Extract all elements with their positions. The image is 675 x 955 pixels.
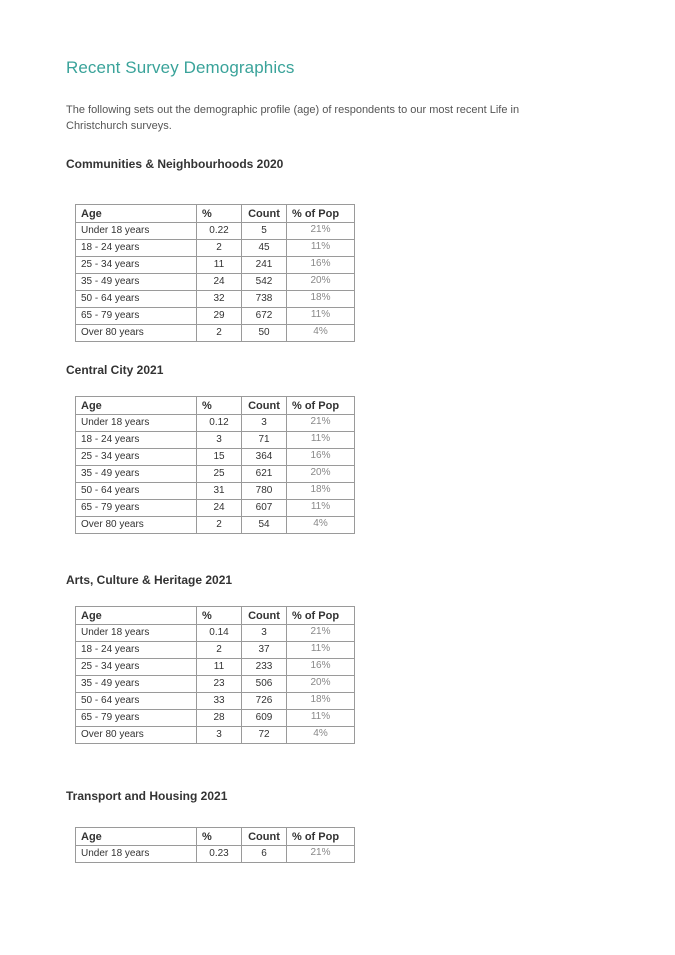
age-cell: Under 18 years	[76, 223, 197, 240]
column-header-pop: % of Pop	[287, 607, 355, 625]
percent-cell: 0.14	[197, 625, 242, 642]
pop-cell: 21%	[287, 223, 355, 240]
percent-cell: 2	[197, 240, 242, 257]
count-cell: 621	[242, 466, 287, 483]
survey-table-transport-housing	[75, 827, 355, 863]
table-row	[76, 466, 355, 483]
count-cell: 45	[242, 240, 287, 257]
pop-cell: 20%	[287, 466, 355, 483]
percent-cell: 2	[197, 325, 242, 342]
age-cell: 18 - 24 years	[76, 432, 197, 449]
column-header-percent: %	[197, 397, 242, 415]
table-row	[76, 325, 355, 342]
percent-cell: 15	[197, 449, 242, 466]
count-cell: 72	[242, 727, 287, 744]
table-row	[76, 500, 355, 517]
page-title: Recent Survey Demographics	[66, 58, 295, 77]
table-row	[76, 257, 355, 274]
age-cell: 65 - 79 years	[76, 500, 197, 517]
pop-cell: 11%	[287, 500, 355, 517]
percent-cell: 23	[197, 676, 242, 693]
age-cell: Over 80 years	[76, 517, 197, 534]
age-cell: 50 - 64 years	[76, 693, 197, 710]
table-row	[76, 517, 355, 534]
table-row	[76, 642, 355, 659]
age-cell: 18 - 24 years	[76, 240, 197, 257]
column-header-age: Age	[76, 205, 197, 223]
count-cell: 607	[242, 500, 287, 517]
pop-cell: 18%	[287, 693, 355, 710]
section-heading-arts-culture: Arts, Culture & Heritage 2021	[66, 573, 233, 587]
column-header-count: Count	[242, 205, 287, 223]
pop-cell: 4%	[287, 517, 355, 534]
age-cell: 65 - 79 years	[76, 710, 197, 727]
count-cell: 6	[242, 846, 287, 863]
table-row	[76, 483, 355, 500]
survey-table-communities	[75, 204, 355, 342]
count-cell: 780	[242, 483, 287, 500]
percent-cell: 32	[197, 291, 242, 308]
pop-cell: 4%	[287, 727, 355, 744]
age-cell: Under 18 years	[76, 846, 197, 863]
pop-cell: 21%	[287, 415, 355, 432]
intro-paragraph: The following sets out the demographic profile (age) of respondents to our most recent Life in Christchurch surveys.	[66, 104, 520, 132]
column-header-pop: % of Pop	[287, 205, 355, 223]
table-row	[76, 659, 355, 676]
column-header-count: Count	[242, 397, 287, 415]
table-header-row	[76, 397, 355, 415]
count-cell: 3	[242, 415, 287, 432]
pop-cell: 21%	[287, 625, 355, 642]
column-header-age: Age	[76, 397, 197, 415]
section-heading-transport-housing: Transport and Housing 2021	[66, 789, 228, 803]
percent-cell: 0.22	[197, 223, 242, 240]
pop-cell: 20%	[287, 274, 355, 291]
pop-cell: 11%	[287, 642, 355, 659]
age-cell: 25 - 34 years	[76, 449, 197, 466]
age-cell: 50 - 64 years	[76, 483, 197, 500]
table-row	[76, 676, 355, 693]
pop-cell: 20%	[287, 676, 355, 693]
column-header-pop: % of Pop	[287, 828, 355, 846]
count-cell: 5	[242, 223, 287, 240]
pop-cell: 11%	[287, 432, 355, 449]
pop-cell: 21%	[287, 846, 355, 863]
percent-cell: 3	[197, 432, 242, 449]
count-cell: 364	[242, 449, 287, 466]
age-cell: 35 - 49 years	[76, 466, 197, 483]
percent-cell: 25	[197, 466, 242, 483]
pop-cell: 11%	[287, 710, 355, 727]
table-row	[76, 449, 355, 466]
column-header-age: Age	[76, 828, 197, 846]
count-cell: 609	[242, 710, 287, 727]
age-cell: 25 - 34 years	[76, 257, 197, 274]
count-cell: 50	[242, 325, 287, 342]
table-row	[76, 625, 355, 642]
column-header-age: Age	[76, 607, 197, 625]
age-cell: 18 - 24 years	[76, 642, 197, 659]
count-cell: 672	[242, 308, 287, 325]
pop-cell: 18%	[287, 483, 355, 500]
percent-cell: 2	[197, 517, 242, 534]
table-row	[76, 240, 355, 257]
table-row	[76, 693, 355, 710]
percent-cell: 0.12	[197, 415, 242, 432]
section-heading-communities: Communities & Neighbourhoods 2020	[66, 157, 284, 171]
pop-cell: 11%	[287, 240, 355, 257]
pop-cell: 18%	[287, 291, 355, 308]
column-header-percent: %	[197, 205, 242, 223]
age-cell: Over 80 years	[76, 727, 197, 744]
column-header-count: Count	[242, 828, 287, 846]
count-cell: 726	[242, 693, 287, 710]
table-row	[76, 223, 355, 240]
age-cell: Under 18 years	[76, 415, 197, 432]
age-cell: 25 - 34 years	[76, 659, 197, 676]
count-cell: 506	[242, 676, 287, 693]
age-cell: Over 80 years	[76, 325, 197, 342]
table-header-row	[76, 828, 355, 846]
count-cell: 3	[242, 625, 287, 642]
survey-table-central-city	[75, 396, 355, 534]
count-cell: 37	[242, 642, 287, 659]
section-heading-central-city: Central City 2021	[66, 363, 164, 377]
table-row	[76, 727, 355, 744]
percent-cell: 2	[197, 642, 242, 659]
age-cell: 35 - 49 years	[76, 676, 197, 693]
column-header-percent: %	[197, 607, 242, 625]
column-header-pop: % of Pop	[287, 397, 355, 415]
percent-cell: 0.23	[197, 846, 242, 863]
table-row	[76, 308, 355, 325]
percent-cell: 11	[197, 257, 242, 274]
table-row	[76, 432, 355, 449]
age-cell: 65 - 79 years	[76, 308, 197, 325]
count-cell: 71	[242, 432, 287, 449]
pop-cell: 16%	[287, 449, 355, 466]
table-row	[76, 291, 355, 308]
table-header-row	[76, 607, 355, 625]
percent-cell: 31	[197, 483, 242, 500]
percent-cell: 11	[197, 659, 242, 676]
count-cell: 241	[242, 257, 287, 274]
percent-cell: 24	[197, 500, 242, 517]
table-header-row	[76, 205, 355, 223]
pop-cell: 4%	[287, 325, 355, 342]
age-cell: 35 - 49 years	[76, 274, 197, 291]
count-cell: 233	[242, 659, 287, 676]
pop-cell: 16%	[287, 257, 355, 274]
percent-cell: 29	[197, 308, 242, 325]
table-row	[76, 846, 355, 863]
column-header-percent: %	[197, 828, 242, 846]
survey-table-arts-culture	[75, 606, 355, 744]
percent-cell: 3	[197, 727, 242, 744]
age-cell: 50 - 64 years	[76, 291, 197, 308]
age-cell: Under 18 years	[76, 625, 197, 642]
percent-cell: 24	[197, 274, 242, 291]
table-row	[76, 710, 355, 727]
table-row	[76, 415, 355, 432]
count-cell: 542	[242, 274, 287, 291]
percent-cell: 33	[197, 693, 242, 710]
pop-cell: 11%	[287, 308, 355, 325]
pop-cell: 16%	[287, 659, 355, 676]
table-row	[76, 274, 355, 291]
column-header-count: Count	[242, 607, 287, 625]
count-cell: 738	[242, 291, 287, 308]
percent-cell: 28	[197, 710, 242, 727]
count-cell: 54	[242, 517, 287, 534]
